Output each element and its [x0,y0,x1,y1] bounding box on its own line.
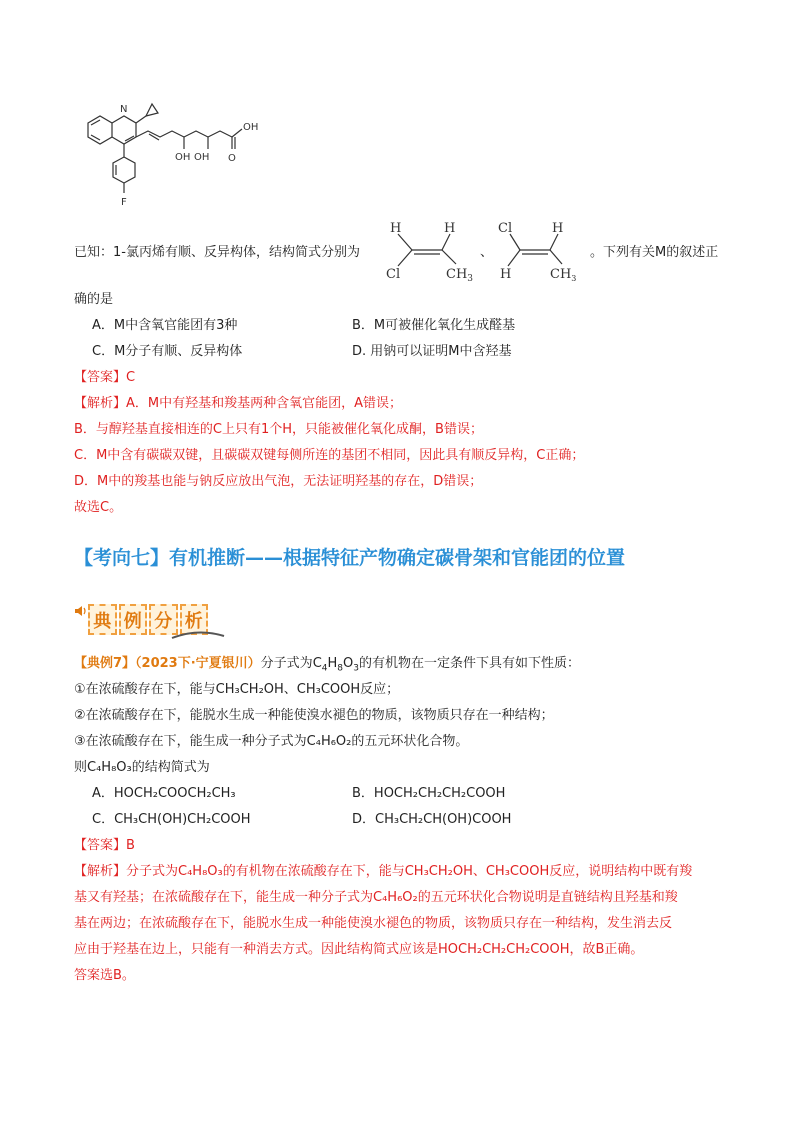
badge-swoosh [170,628,226,642]
example-source: （2023下·宁夏银川） [135,656,261,671]
molecule-m-structure [70,95,260,210]
option-b: B．M可被催化氧化生成醛基 [352,318,516,333]
option-a: A．M中含氧官能团有3种 [92,318,238,333]
analysis-line-5: 故选C。 [74,500,123,515]
option-d: D. 用钠可以证明M中含羟基 [352,344,512,359]
separator: 、 [480,245,494,260]
section-heading: 【考向七】有机推断——根据特征产物确定碳骨架和官能团的位置 [74,547,626,569]
speaker-icon [74,604,88,618]
example-option-c: C．CH₃CH(OH)CH₂COOH [92,812,251,827]
trans-isomer-structure [494,220,584,282]
trans-h-2: H [500,267,512,282]
analysis-line-1: 【解析】A．M中有羟基和羧基两种含氧官能团，A错误； [74,396,403,411]
cis-h-1: H [390,221,402,236]
property-1: ①在浓硫酸存在下，能与CH₃CH₂OH、CH₃COOH反应； [74,682,400,697]
analysis-line-2: B．与醇羟基直接相连的C上只有1个H，只能被催化氧化成酮，B错误； [74,422,483,437]
property-3: ③在浓硫酸存在下，能生成一种分子式为C₄H₆O₂的五元环状化合物。 [74,734,469,749]
badge-char-1: 典 [88,604,117,635]
label-f: F [121,197,127,208]
label-oh-1: OH [175,152,191,163]
example-stem-prefix: 分子式为 [260,656,313,671]
example-final: 答案选B。 [74,968,135,983]
cis-cl: Cl [386,267,401,282]
known-suffix: 。下列有关M的叙述正 [590,245,719,260]
label-n: N [120,104,128,115]
known-statement [74,243,360,263]
example-analysis-4: 应由于羟基在边上，只能有一种消去方式。因此结构简式应该是HOCH₂CH₂CH₂COOH，故B正确。 [74,942,644,957]
property-2: ②在浓硫酸存在下，能脱水生成一种能使溴水褪色的物质，该物质只存在一种结构； [74,708,554,723]
answer-top: 【答案】C [74,370,136,385]
option-c: C．M分子有顺、反异构体 [92,344,243,359]
example-ask: 则C₄H₈O₃的结构简式为 [74,760,210,775]
example-analysis-2: 基又有羟基；在浓硫酸存在下，能生成一种分子式为C₄H₆O₂的五元环状化合物说明是直链结构且羟基和羧 [74,890,678,905]
example-option-b: B．HOCH₂CH₂CH₂COOH [352,786,506,801]
question-continuation: 确的是 [74,292,114,307]
example-option-a: A．HOCH₂COOCH₂CH₃ [92,786,236,801]
badge-char-4: 析 [180,604,209,635]
label-oh-3: OH [243,122,259,133]
example-stem-suffix: 的有机物在一定条件下具有如下性质： [358,656,580,671]
trans-ch3: $CH_3$ [550,267,577,282]
cis-ch3: $CH_3$ [446,267,474,282]
badge-char-2: 例 [119,604,148,635]
cis-isomer-structure [384,220,480,282]
trans-cl: Cl [498,221,513,236]
example-stem [74,654,580,674]
known-prefix: 已知：1-氯丙烯有顺、反异构体，结构简式分别为 [74,245,360,260]
example-analysis-3: 基在两边；在浓硫酸存在下，能脱水生成一种能使溴水褪色的物质，该物质只存在一种结构，发生消去反 [74,916,673,931]
cis-h-2: H [444,221,456,236]
badge-char-3: 分 [149,604,178,635]
example-answer: 【答案】B [74,838,135,853]
example-formula: $C_4H_8O_3$ [312,656,359,674]
example-option-d: D．CH₃CH₂CH(OH)COOH [352,812,512,827]
label-oh-2: OH [194,152,210,163]
label-o: O [228,153,236,164]
trans-h-1: H [552,221,564,236]
example-analysis-1: 【解析】分子式为C₄H₈O₃的有机物在浓硫酸存在下，能与CH₃CH₂OH、CH₃COOH反应，说明结构中既有羧 [74,864,693,879]
example-tag: 【典例7】 [74,656,136,671]
analysis-line-3: C．M中含有碳碳双键，且碳碳双键每侧所连的基团不相同，因此具有顺反异构，C正确； [74,448,585,463]
analysis-line-4: D．M中的羧基也能与钠反应放出气泡，无法证明羟基的存在，D错误； [74,474,483,489]
